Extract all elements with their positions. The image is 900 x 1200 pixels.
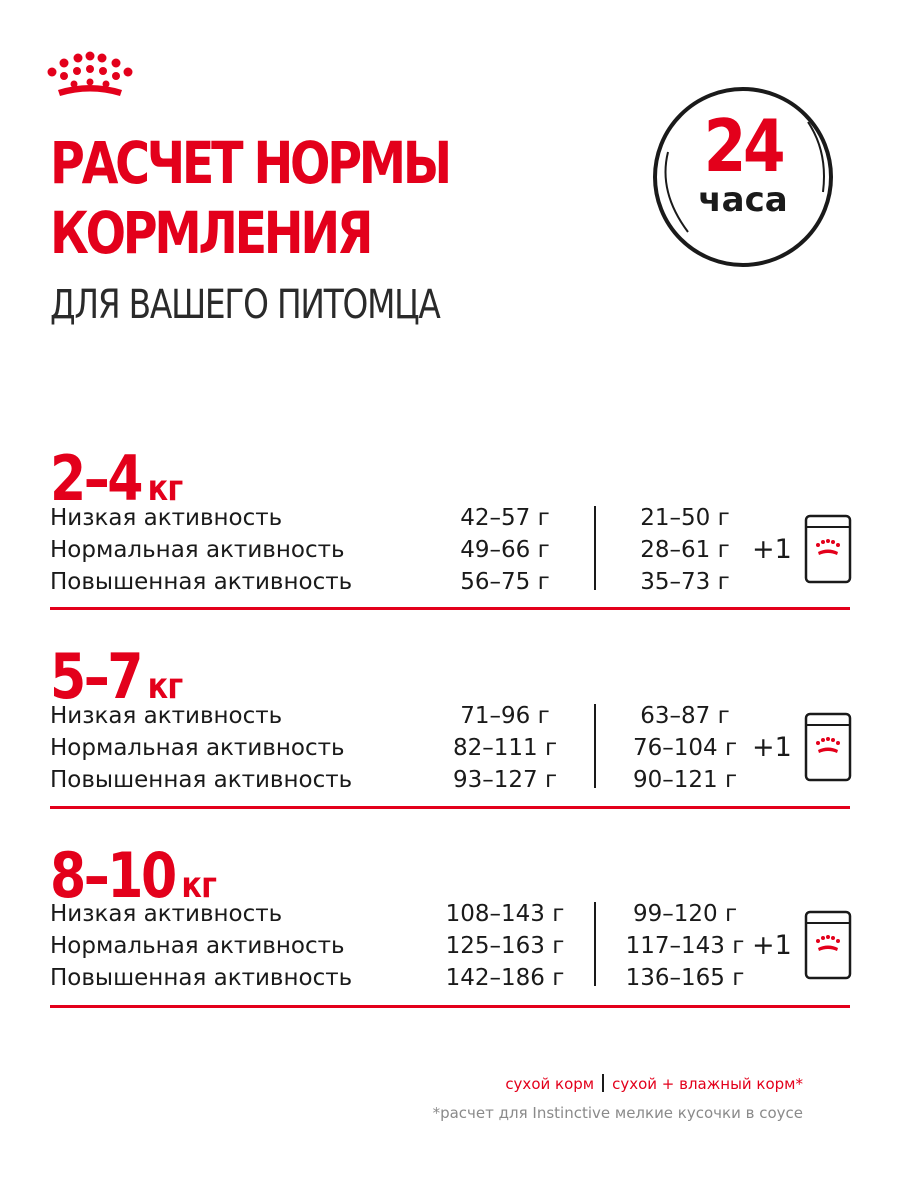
table-row <box>50 962 850 994</box>
weight-heading <box>50 442 183 515</box>
mixed-food-value: 90–121 г <box>632 767 738 793</box>
legend-separator <box>602 1074 604 1092</box>
table-row <box>50 700 850 732</box>
mixed-food-value: 99–120 г <box>632 901 738 927</box>
activity-label: Повышенная активность <box>50 569 353 595</box>
wet-food-pouch-icon <box>804 910 852 980</box>
dry-food-value: 49–66 г <box>460 537 550 563</box>
wet-food-pouch-icon <box>804 514 852 584</box>
dry-food-value: 71–96 г <box>460 703 550 729</box>
column-separator <box>594 902 596 986</box>
activity-label: Низкая активность <box>50 703 283 729</box>
section-divider <box>50 1005 850 1008</box>
page-subtitle: ДЛЯ ВАШЕГО ПИТОМЦА <box>50 282 440 328</box>
activity-label: Нормальная активность <box>50 933 345 959</box>
activity-label: Низкая активность <box>50 505 283 531</box>
activity-label: Нормальная активность <box>50 537 345 563</box>
weight-range: 5–7 <box>50 640 141 713</box>
title-line-1: РАСЧЕТ НОРМЫ <box>50 129 449 197</box>
table-row <box>50 502 850 534</box>
footnote: *расчет для Instinctive мелкие кусочки в соусе <box>432 1104 803 1122</box>
mixed-food-value: 117–143 г <box>625 933 745 959</box>
table-row <box>50 764 850 796</box>
legend-mixed-food: сухой + влажный корм* <box>612 1075 803 1093</box>
weight-heading <box>50 640 183 713</box>
table-row <box>50 930 850 962</box>
dry-food-value: 108–143 г <box>445 901 565 927</box>
column-separator <box>594 506 596 590</box>
plus-one-pouch: +1 <box>752 534 792 565</box>
table-row <box>50 898 850 930</box>
dry-food-value: 93–127 г <box>452 767 558 793</box>
weight-unit: кг <box>147 468 183 509</box>
column-separator <box>594 704 596 788</box>
plus-one-pouch: +1 <box>752 930 792 961</box>
weight-range: 8–10 <box>50 839 175 912</box>
badge-number: 24 <box>703 104 783 188</box>
section-divider <box>50 607 850 610</box>
activity-label: Повышенная активность <box>50 965 353 991</box>
mixed-food-value: 21–50 г <box>640 505 730 531</box>
activity-label: Низкая активность <box>50 901 283 927</box>
weight-section-2-4 <box>50 442 850 628</box>
dry-food-value: 82–111 г <box>452 735 558 761</box>
dry-food-value: 42–57 г <box>460 505 550 531</box>
title-line-2: КОРМЛЕНИЯ <box>50 199 371 267</box>
badge-unit: часа <box>698 180 788 220</box>
legend <box>450 1074 803 1093</box>
section-divider <box>50 806 850 809</box>
weight-unit: кг <box>147 666 183 707</box>
wet-food-pouch-icon <box>804 712 852 782</box>
table-row <box>50 566 850 598</box>
weight-unit: кг <box>181 865 217 906</box>
weight-section-8-10 <box>50 839 850 1025</box>
plus-one-pouch: +1 <box>752 732 792 763</box>
mixed-food-value: 76–104 г <box>632 735 738 761</box>
page-title <box>50 128 449 268</box>
activity-label: Нормальная активность <box>50 735 345 761</box>
dry-food-value: 125–163 г <box>445 933 565 959</box>
table-row <box>50 534 850 566</box>
legend-dry-food: сухой корм <box>505 1075 595 1093</box>
mixed-food-value: 136–165 г <box>625 965 745 991</box>
mixed-food-value: 28–61 г <box>640 537 730 563</box>
dry-food-value: 142–186 г <box>445 965 565 991</box>
dry-food-value: 56–75 г <box>460 569 550 595</box>
crown-logo-icon <box>44 50 136 102</box>
table-row <box>50 732 850 764</box>
mixed-food-value: 63–87 г <box>640 703 730 729</box>
weight-section-5-7 <box>50 640 850 826</box>
mixed-food-value: 35–73 г <box>640 569 730 595</box>
activity-label: Повышенная активность <box>50 767 353 793</box>
weight-range: 2–4 <box>50 442 141 515</box>
